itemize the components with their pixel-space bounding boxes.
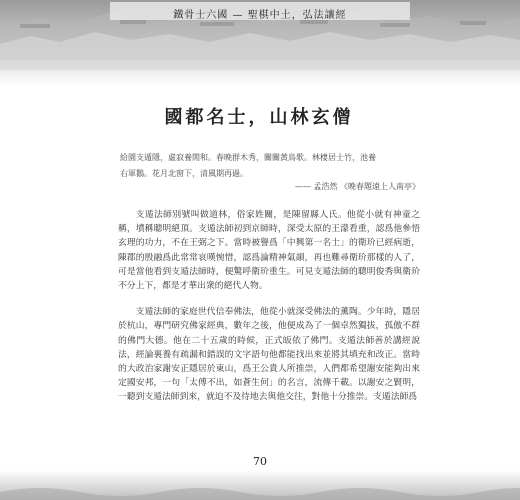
- body-text: [118, 208, 420, 417]
- body-paragraph: 支遁法師別號叫做道林，俗家姓關，是陳留縣人氏。他從小就有神童之稱，墳稱聰明絕頂。支遁法師初到京師時，深受太原的王濛看重，認爲他參悟玄理的功力，不在王弼之下。當時被譽爲「中興第一名士」的衛玠已經病逝，陳郡的殷融爲此常常哀嘆惋惜，認爲論精神氣韻，再也難尋衛玠那樣的人了，可是當他看到支遁法師時，便驚呼衛玠重生。可見支遁法師的聰明俊秀與衛玠不分上下，都是才華出衆的絕代人物。: [118, 210, 420, 292]
- footer-wave-illustration: [0, 470, 520, 500]
- page-number: 70: [253, 455, 267, 468]
- body-paragraph: 支遁法師的家庭世代信奉佛法，他從小就深受佛法的薰陶。少年時，隱居於杭山，專門研究佛家經典，數年之後，他便成為了一個卓然獨拔，孤傲不群的佛門大德。他在二十五歲的時候，正式皈依了佛門。支遁法師善於講經說法，經論裏養有疏漏和錯誤的文字語句他都能找出來並將其填充和改正。當時的大政治家謝安正隱居於東山，爲王公貴人所推崇，人們都希望謝安能夠出來定國安邦，一句「太傅不出，如蒼生何」的名言，流傳千載。以謝安之賢明，一聽到支遁法師到來，就迫不及待地去與他交往，對他十分推崇。支遁法師爲: [118, 307, 420, 403]
- chapter-title: 國都名士，山林玄僧: [164, 107, 354, 128]
- epigraph-line: 給園支遁隱，虛寂養閒和。春晚群木秀，關關黃鳥歌。林棲居士竹，池養: [120, 153, 376, 162]
- footer-illustration: [0, 470, 520, 500]
- epigraph-poem: [120, 150, 420, 182]
- epigraph-line: 右軍鵝。花月北窗下，清風期再過。: [120, 169, 248, 178]
- running-header: 鐵骨士六國 — 聖棋中土，弘法讓經: [173, 10, 347, 21]
- epigraph-attribution: —— 孟浩然 《晚春題遠上人南亭》: [294, 182, 420, 191]
- header-banner-illustration: [0, 0, 520, 86]
